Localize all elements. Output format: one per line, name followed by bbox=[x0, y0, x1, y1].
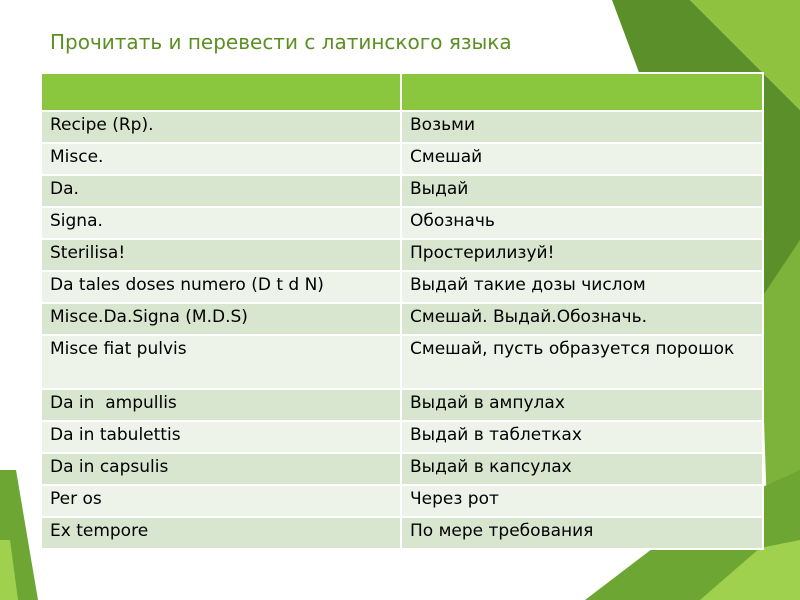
latin-phrase: Misce. bbox=[41, 143, 401, 175]
table-header-row bbox=[41, 73, 763, 111]
russian-translation: Выдай в таблетках bbox=[401, 421, 763, 453]
latin-phrase: Da. bbox=[41, 175, 401, 207]
table-row bbox=[41, 335, 763, 389]
russian-translation: Простерилизуй! bbox=[401, 239, 763, 271]
russian-translation: Смешай. Выдай.Обозначь. bbox=[401, 303, 763, 335]
latin-phrase: Da in tabulettis bbox=[41, 421, 401, 453]
latin-phrase: Da in ampullis bbox=[41, 389, 401, 421]
latin-phrase: Misce.Da.Signa (M.D.S) bbox=[41, 303, 401, 335]
russian-translation: Возьми bbox=[401, 111, 763, 143]
translation-table-container bbox=[40, 72, 762, 550]
table-row bbox=[41, 453, 763, 485]
table-row bbox=[41, 303, 763, 335]
table-row bbox=[41, 485, 763, 517]
russian-translation: Выдай bbox=[401, 175, 763, 207]
table-row bbox=[41, 421, 763, 453]
table-row bbox=[41, 207, 763, 239]
russian-translation: Выдай в капсулах bbox=[401, 453, 763, 485]
table-row bbox=[41, 175, 763, 207]
table-row bbox=[41, 517, 763, 549]
russian-translation: По мере требования bbox=[401, 517, 763, 549]
russian-translation: Смешай, пусть образуется порошок bbox=[401, 335, 763, 389]
russian-translation: Выдай такие дозы числом bbox=[401, 271, 763, 303]
header-cell-russian bbox=[401, 73, 763, 111]
table-row bbox=[41, 271, 763, 303]
table-row bbox=[41, 389, 763, 421]
latin-phrase: Recipe (Rp). bbox=[41, 111, 401, 143]
russian-translation: Смешай bbox=[401, 143, 763, 175]
latin-phrase: Da tales doses numero (D t d N) bbox=[41, 271, 401, 303]
slide-title: Прочитать и перевести с латинского языка bbox=[50, 30, 512, 54]
latin-phrase: Ex tempore bbox=[41, 517, 401, 549]
russian-translation: Через рот bbox=[401, 485, 763, 517]
header-cell-latin bbox=[41, 73, 401, 111]
russian-translation: Выдай в ампулах bbox=[401, 389, 763, 421]
latin-phrase: Sterilisa! bbox=[41, 239, 401, 271]
latin-phrase: Misce fiat pulvis bbox=[41, 335, 401, 389]
latin-phrase: Da in capsulis bbox=[41, 453, 401, 485]
latin-phrase: Per os bbox=[41, 485, 401, 517]
latin-phrase: Signa. bbox=[41, 207, 401, 239]
table-row bbox=[41, 143, 763, 175]
russian-translation: Обозначь bbox=[401, 207, 763, 239]
table-row bbox=[41, 239, 763, 271]
translation-table bbox=[40, 72, 764, 550]
table-row bbox=[41, 111, 763, 143]
